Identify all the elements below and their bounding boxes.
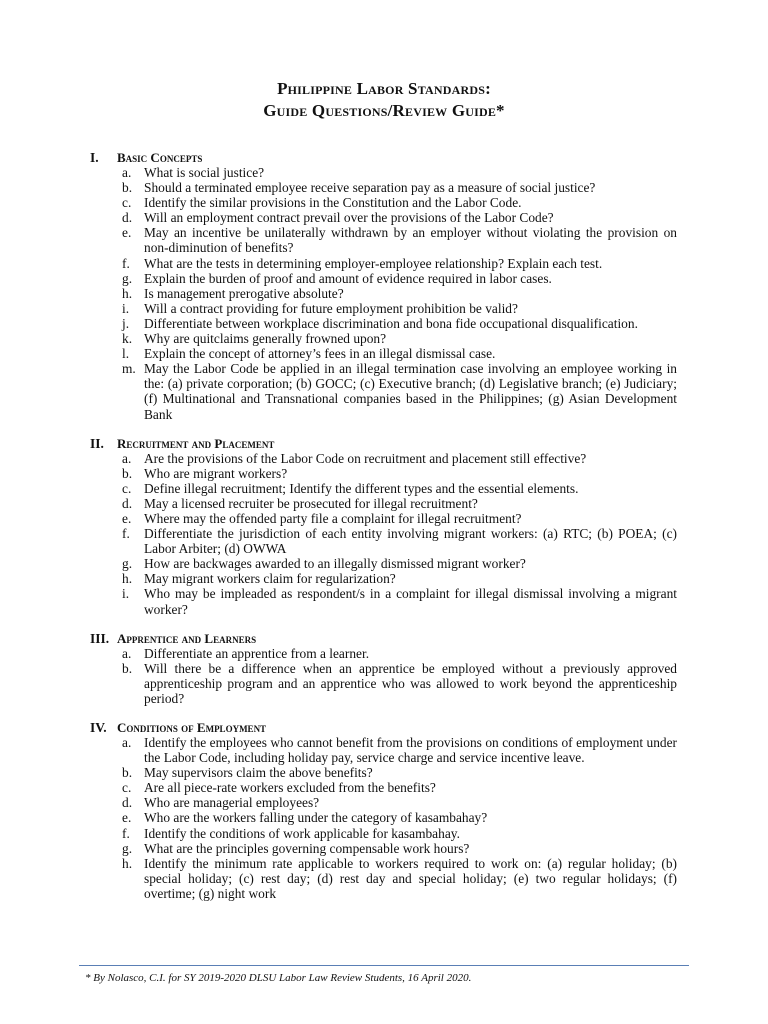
question-text: Will a contract providing for future employment prohibition be valid?	[144, 300, 518, 316]
question-text: Is management prerogative absolute?	[144, 285, 344, 301]
question-text: Should a terminated employee receive separation pay as a measure of social justice?	[144, 180, 596, 196]
question-text: Are the provisions of the Labor Code on recruitment and placement still effective?	[144, 450, 587, 466]
question-letter-label: e.	[122, 225, 132, 241]
question-letter	[90, 256, 144, 271]
question-letter	[90, 496, 144, 511]
question-text: Will there be a difference when an apprentice be employed without a previously approved apprenticeship program and an apprentice who was allowed to work beyond the apprenticeship period?	[144, 660, 677, 706]
question-letter-label: f.	[122, 526, 130, 542]
question-text: Identify the similar provisions in the Constitution and the Labor Code.	[144, 195, 522, 211]
review-guide-content	[90, 150, 677, 915]
question-item	[90, 735, 677, 765]
question-letter	[90, 780, 144, 795]
question-letter	[90, 795, 144, 810]
question-item	[90, 571, 677, 586]
section-number: I.	[90, 150, 99, 165]
question-item	[90, 556, 677, 571]
question-letter	[90, 286, 144, 301]
question-letter-label: c.	[122, 480, 132, 496]
question-text: Identify the conditions of work applicable for kasambahay.	[144, 825, 460, 841]
question-item	[90, 361, 677, 421]
question-item	[90, 780, 677, 795]
question-item	[90, 210, 677, 225]
question-text: Explain the burden of proof and amount of evidence required in labor cases.	[144, 270, 552, 286]
question-text: Who are managerial employees?	[144, 795, 320, 811]
question-letter	[90, 856, 144, 871]
question-letter	[90, 526, 144, 541]
question-text: Differentiate an apprentice from a learner.	[144, 645, 370, 661]
question-item	[90, 271, 677, 286]
question-letter-label: m.	[122, 361, 136, 377]
question-list	[90, 165, 677, 422]
question-text: May the Labor Code be applied in an illegal termination case involving an employee working in the: (a) private corporation; (b) GOCC; (c) Executive branch; (d) Legislative branch; (e) Judiciary; (f) Multinational and Transnational companies based in the Philippines; (g) Asian Development Bank	[144, 361, 677, 422]
section-number: III.	[90, 630, 110, 646]
question-letter	[90, 826, 144, 841]
question-item	[90, 795, 677, 810]
question-letter	[90, 301, 144, 316]
question-list	[90, 451, 677, 617]
question-letter-label: g.	[122, 270, 133, 286]
question-item	[90, 841, 677, 856]
question-item	[90, 301, 677, 316]
question-letter-label: d.	[122, 210, 133, 226]
question-text: What is social justice?	[144, 165, 265, 180]
question-item	[90, 765, 677, 780]
question-letter	[90, 511, 144, 526]
question-item	[90, 646, 677, 661]
question-item	[90, 346, 677, 361]
question-list	[90, 735, 677, 901]
question-letter	[90, 331, 144, 346]
section-title: Basic Concepts	[117, 150, 203, 165]
question-letter-label: f.	[122, 255, 130, 271]
question-letter-label: h.	[122, 571, 133, 587]
question-letter	[90, 646, 144, 661]
question-text: May migrant workers claim for regularization?	[144, 571, 396, 587]
section-heading	[90, 631, 677, 646]
question-item	[90, 466, 677, 481]
question-text: Where may the offended party file a complaint for illegal recruitment?	[144, 510, 522, 526]
question-item	[90, 331, 677, 346]
question-text: Are all piece-rate workers excluded from the benefits?	[144, 780, 436, 796]
question-text: How are backwages awarded to an illegally dismissed migrant worker?	[144, 556, 526, 572]
question-text: What are the tests in determining employer-employee relationship? Explain each test.	[144, 255, 603, 271]
question-letter-label: e.	[122, 810, 132, 826]
question-letter	[90, 180, 144, 195]
question-item	[90, 496, 677, 511]
section-3	[90, 631, 677, 706]
section-4	[90, 720, 677, 901]
question-letter	[90, 451, 144, 466]
question-text: Who may be impleaded as respondent/s in a complaint for illegal dismissal involving a migrant worker?	[144, 586, 677, 617]
question-letter-label: g.	[122, 556, 133, 572]
footnote: * By Nolasco, C.I. for SY 2019-2020 DLSU Labor Law Review Students, 16 April 2020.	[85, 972, 472, 984]
question-letter	[90, 165, 144, 180]
question-letter-label: h.	[122, 285, 133, 301]
question-letter	[90, 765, 144, 780]
section-title: Conditions of Employment	[117, 720, 267, 735]
question-letter-label: h.	[122, 855, 133, 871]
question-letter-label: b.	[122, 660, 133, 676]
question-letter-label: j.	[122, 315, 130, 331]
question-text: May a licensed recruiter be prosecuted for illegal recruitment?	[144, 495, 478, 511]
question-letter-label: e.	[122, 510, 132, 526]
question-item	[90, 511, 677, 526]
question-letter-label: a.	[122, 645, 132, 661]
question-letter-label: a.	[122, 450, 132, 466]
question-letter	[90, 735, 144, 750]
title-line-2: Guide Questions/Review Guide*	[263, 101, 505, 120]
question-text: Differentiate the jurisdiction of each entity involving migrant workers: (a) RTC; (b) POEA; (c) Labor Arbiter; (d) OWWA	[144, 526, 677, 557]
question-text: What are the principles governing compensable work hours?	[144, 840, 470, 856]
section-1	[90, 150, 677, 422]
question-text: Differentiate between workplace discrimination and bona fide occupational disqualification.	[144, 315, 638, 331]
question-letter-label: i.	[122, 300, 130, 316]
question-letter-label: c.	[122, 195, 132, 211]
question-item	[90, 256, 677, 271]
question-text: Identify the employees who cannot benefit from the provisions on conditions of employment under the Labor Code, including holiday pay, service charge and service incentive leave.	[144, 735, 677, 766]
section-number: IV.	[90, 720, 107, 735]
question-item	[90, 586, 677, 616]
question-letter	[90, 210, 144, 225]
question-letter	[90, 466, 144, 481]
question-letter-label: b.	[122, 465, 133, 481]
question-letter	[90, 481, 144, 496]
question-letter-label: c.	[122, 780, 132, 796]
section-title: Apprentice and Learners	[117, 630, 257, 646]
question-item	[90, 225, 677, 255]
question-list	[90, 646, 677, 706]
question-letter	[90, 810, 144, 825]
question-letter	[90, 195, 144, 210]
question-item	[90, 481, 677, 496]
question-letter-label: i.	[122, 586, 130, 602]
question-text: Why are quitclaims generally frowned upon?	[144, 331, 387, 347]
question-letter	[90, 316, 144, 331]
question-letter-label: d.	[122, 795, 133, 811]
question-text: Explain the concept of attorney’s fees in an illegal dismissal case.	[144, 346, 496, 362]
question-letter-label: g.	[122, 840, 133, 856]
question-item	[90, 195, 677, 210]
question-text: Who are migrant workers?	[144, 465, 288, 481]
question-letter	[90, 346, 144, 361]
question-letter-label: b.	[122, 180, 133, 196]
question-letter	[90, 271, 144, 286]
section-heading	[90, 436, 677, 451]
section-number: II.	[90, 435, 104, 451]
question-letter-label: f.	[122, 825, 130, 841]
question-letter	[90, 661, 144, 676]
question-letter-label: a.	[122, 735, 132, 750]
section-title: Recruitment and Placement	[117, 435, 275, 451]
question-text: May supervisors claim the above benefits?	[144, 765, 373, 781]
question-letter	[90, 556, 144, 571]
question-item	[90, 856, 677, 901]
question-text: Who are the workers falling under the category of kasambahay?	[144, 810, 488, 826]
question-item	[90, 526, 677, 556]
document-title	[0, 78, 768, 122]
question-letter	[90, 225, 144, 240]
title-line-1: Philippine Labor Standards:	[277, 79, 491, 98]
question-item	[90, 180, 677, 195]
question-letter	[90, 571, 144, 586]
question-item	[90, 286, 677, 301]
section-heading	[90, 720, 677, 735]
question-letter-label: a.	[122, 165, 132, 180]
question-item	[90, 316, 677, 331]
section-heading	[90, 150, 677, 165]
question-text: May an incentive be unilaterally withdrawn by an employer without violating the provision on non-diminution of benefits?	[144, 225, 677, 256]
question-item	[90, 810, 677, 825]
question-letter	[90, 841, 144, 856]
question-text: Define illegal recruitment; Identify the different types and the essential elements.	[144, 480, 579, 496]
question-letter	[90, 586, 144, 601]
question-letter-label: d.	[122, 495, 133, 511]
question-item	[90, 165, 677, 180]
question-letter-label: l.	[122, 346, 130, 362]
question-letter-label: k.	[122, 331, 133, 347]
question-text: Will an employment contract prevail over the provisions of the Labor Code?	[144, 210, 554, 226]
question-letter	[90, 361, 144, 376]
section-2	[90, 436, 677, 617]
question-item	[90, 826, 677, 841]
question-text: Identify the minimum rate applicable to workers required to work on: (a) regular holiday; (b) special holiday; (c) rest day; (d) rest day and special holiday; (e) two regular holidays; (f) overtime; (g) night work	[144, 855, 677, 901]
question-item	[90, 661, 677, 706]
footnote-divider	[79, 965, 689, 966]
question-item	[90, 451, 677, 466]
question-letter-label: b.	[122, 765, 133, 781]
